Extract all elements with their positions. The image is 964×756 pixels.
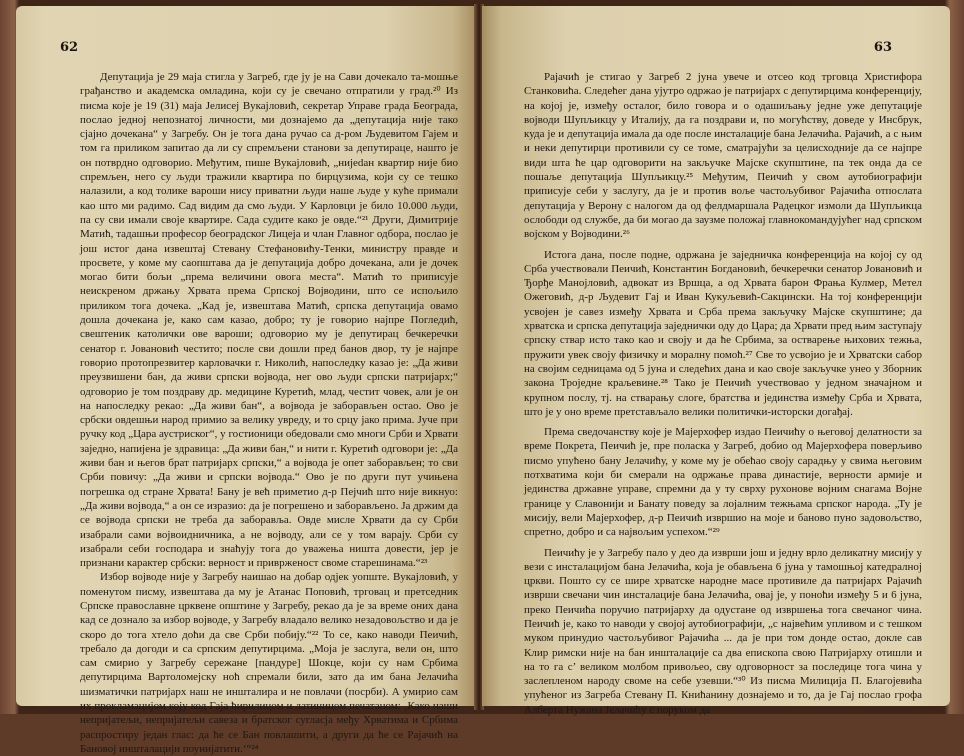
paragraph: Депутација је 29 маја стигла у Загреб, где ју је на Сави дочекало та-мошње грађанство и академска омладина, који су је свечано отпратили у град.²⁰ Из писма које је 19 (31) маја Јелисеј Вукајловић, секретар Управе града Београда, послао једној непознатој личности, ми дознајемо да „депутација није тако сјајно дочекана“ у Загребу. Он је тога дана ручао са д-ром Људевитом Гајем и том га приликом запитао да ли су спремљени станови за депутираце, нашто је он потврдно одговорио. Међутим, пише Вукајловић, „нијedан квартир није био спремљен, него су људи тражили квартира по бирцузима, који су се тешко налазили, а код толике вароши нису приватни људи наше људе у куће примали као што ми радимо. Сад видим да смо људи. У Карловци је било 10.000 људи, па су сви имали своје квартире. Сада судите како је овде.“²¹ Други, Димитрије Матић, тадашњи професор београдског Лицеја и члан Главног одбора, послао је још истог дана извештај Стевану Стефановићу-Тенки, министру правде и просвете, у коме му саопштава да је депутација добро дочекана, али је дочек могао бити бољи „према величини овога места“. Матић то приписује неискреном држању Хрвата према Српској Војводини, што се испољило приликом тога дочека. „Кад је, извештава Матић, српска депутација овамо дошла дочекана је, како сам казао, добро; ту је говорио најпре Поглeдић, свештеник католички ове вароши; одговорио му је депутирац бечкеречки сенатор г. Јовановић честито; после сви дошли пред банов двор, ту је најпре говорио протопрезвитер карловачки г. Николић, напоследку казао је: „Да живи преузвишени бан, да живи српски војвода, нег ово људи српски патријарх;“ одговорио је том поздраву др. медицине Куретић, млад, честит човек, али је он на напоследку рекао: „Да живи бан“, а војвода је заборављен остао. Ово је србски овдешњи народ примио за велику увреду, и то срцу јако прима. Јуче при ручку код „Цара аустриског“, у гостионици обедовали смо многи Срби и Хрвати заједно, напијена је здравица: „Да живи бан,“ и нити г. Куретић одговори је: „Да живи бан и његов брат патријарх српски,“ а војвода је опет заборављен; то сви Срби повичу: „Да живи и српски војвода.“ Ово је по други пут учињена погрешка од стране Хрвата! Бану је већ приметио д-р Пејчић што није викнуо: „Да живи војвода,“ а он се изразио: да је погрешено и заборављено. Ја држим да се војвода српски не треба да заборавља. Овде мисле Хрвати да су Срби изабрали сами војвоидничника, а не војводу, али се у том варају. Срби су изабрали себи господара и знаћују тога до уважења ништа довести, јер је признани карактер србски: верност и привржeност своме старешинама.“²³ (80, 71, 458, 570)
page-number: 62 (60, 40, 79, 55)
left-page (16, 6, 476, 755)
page-body (524, 70, 922, 717)
page-number: 63 (873, 40, 892, 55)
paragraph: Пеичићу је у Загребу пало у део да изврши још и једну врло деликатну мисију у вези с инсталацијом бана Јелачића, која је обављена 6 јуна у тамошњој катедралној цркви. Пошто су се шире хрватске народне масе противиле да патријарх Рајачић изврши свечани чин инсталације бана Јелачића, овај је, у поноћи између 5 и 6 јуна, преко Пеичића поручио патријарху да одустане од извршења тога свечаног чина. Пеичић је, како то наводи у својој аутобиографији, „с највећим упливом и с тешком муком принудио частољубивог Рајачића ... да је при том донде остао, докле сав Клир римски није на бан инштaлације са два епископа свою Патријарху отишли и на то га с’ великом молбом привољео, сву одговорност за последице тога чина у заслепленом народу своме на себе узевши.“³⁰ Из писма Милиција П. Благојевића упућеног из Загреба Стевану П. Книћанину дознајемо и то, да је Гај послао грофа Алберта Нужана Јелачићу с порукoм да (524, 546, 922, 716)
paragraph: Избор војводе није у Загребу наишао на добар одјек уопште. Вукајловић, у поменутом писму, извештава да му је Атанас Поповић, трговац и претседник Српске православне црквене општине у Загребу, рекао да је за време оних дана кад се дознало за избор војводе, у Загребу владало велико незадовољство и да је скоро до тога хтело доћи да све Срби побију.“²² То се, како наводи Пеичић, требало да догоди и са српским депутирцима. „Моја је заслуга, вели он, што сам смирио у Загребу сережане [пандуре] Шокце, који су нам Србима депутирцима Вартоломејску ноћ спремали били, зато да им бана Јелачића шизматички патријарх наш не инштaлира и не повлачи (посрби). А умирио сам их прокламацијом коју код Гаја ћирилицом и латиницом печатаном: ‚Како наши непријатељи, непријатељи савеза и братског сугласја међу Хрватима и Србима распростиру један глас: да ће се Бан повлашити, а други да ће се Рајачић на Бановој инштaлацији поунијатити.‘“²⁴ (80, 571, 458, 755)
paragraph: Истога дана, после подне, одржана је заједничка конференција на којој су од Срба учествовали Пеичић, Константин Богдановић, бечкеречки сенатор Јовановић и Ђорђе Манојловић, адвокат из Вршца, а од Хрвата барон Фрања Кулмер, Метел Ожеговић, д-р Људевит Гај и Иван Кукуљевић-Сакцински. На тој конференцији усвојен је савез између Хрвата и Срба према закључку Мајске скупштине; да хрватска и српска депутација заједнички оду до Цара; да Хрвати пред њим заступају српску ствар исто тако као и своју и да ће Србима, за остварење њихових тежња, пружити увек своју физичку и моралну помоћ.²⁷ Све то усвојио је и Хрватски сабор на својим седницама од 5 јуна и следећих дана и као своје закључке унео у Зборник закона Троједне краљевине.²⁸ Тако је Пеичић учествовао у једном значајном и крупном послу, тј. на стварању слоге, братства и јединства између Срба и Хрвата, што је у оно време претстављало велики политички-исторски догађај. (524, 248, 922, 418)
paragraph: Према сведочанству које је Мајерхофер издао Пеичићу о његовој делатности за време Покрета, Пеичић је, пре поласка у Загреб, добио од Мајерхофера поверљиво писмо упућено бану Јелачићу, у коме му је обећао своју сарадњу у свима његовим потхватима који би смерали на одржање права династије, верности армије и јединства државне управе, спремни да у ту сврху рухоновe војним снагама Војне границе у Славонији и Банату поведу за лојалним тежњама српског народа. „Ту је мисију, вели Мајерхофер, д-р Пеичић извршио на моје и баново пуно задовољство, спретно, добро и са највољим успехом.“²⁹ (524, 426, 922, 539)
right-page (482, 6, 950, 716)
page-body (80, 70, 458, 756)
paragraph: Рајачић је стигао у Загреб 2 јуна увече и отсео код трговца Христифора Станковића. Следећег дана ујутро одржао је патријарх с депутирцима конференцију, на којој је, између осталог, било говора и о одашиљању једне уже депутације војводи Шупљикцу у Италију, да га поздрави и, по могућству, доведе у Инсбрук, куда је и депутација имала да оде после инсталације бана Јелачића. Рајачић, а с њим и неки депутирци противили су се томе, сматрајући за целисходније да се најпре види шта ће цар одговорити на закључке Мајске скупштине, па тек онда да се пошаље депутација Шупљикцу.²⁵ Међутим, Пеичић у свом аутобиографији приписује себи у заслугу, да је и против воље частољубивог Рајачића отпослата депутација у Верону с налогом да од фелдмаршала Радецког измоли да Шупљикца ослободи од службе, да би могао да заузме положај главнокомандујућег над српском војском у Војводини.²⁶ (524, 71, 922, 241)
